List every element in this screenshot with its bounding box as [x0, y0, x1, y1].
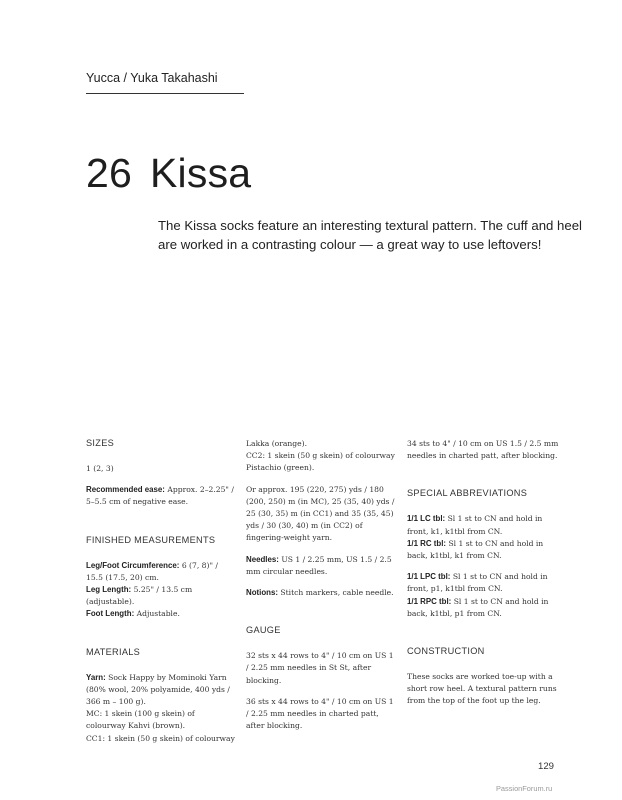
ease-text: Approx. 2–2.25" / 5–5.5 cm of negative ease. — [86, 485, 234, 507]
leg-length — [86, 584, 236, 608]
page-title — [86, 150, 251, 197]
designer-name: Yucca / Yuka Takahashi — [86, 71, 218, 85]
notions — [246, 587, 396, 599]
abbreviation-text: Sl 1 st to CN and hold in front, p1, k1tbl from CN. — [407, 572, 548, 594]
construction-heading: CONSTRUCTION — [407, 646, 485, 657]
intro-paragraph: The Kissa socks feature an interesting textural pattern. The cuff and heel are worked in a contrasting colour — a great way to use leftovers! — [158, 218, 582, 252]
pattern-number: 26 — [86, 150, 133, 196]
yarn-amounts: Or approx. 195 (220, 275) yds / 180 (200, 250) m (in MC), 25 (35, 40) yds / 25 (30, 35) m (in CC1) and 35 (35, 45) yds / 30 (30, 40) m (in CC2) of fingering-weight yarn. — [246, 484, 395, 543]
needles — [246, 554, 396, 578]
needles-label: Needles: — [246, 554, 279, 564]
pattern-name: Kissa — [150, 150, 252, 196]
circumference-text: 6 (7, 8)" / 15.5 (17.5, 20) cm. — [86, 560, 218, 582]
mc-yarn: MC: 1 skein (100 g skein) of colourway Kahvi (brown). — [86, 709, 195, 731]
column-right — [407, 438, 559, 708]
abbreviation-label: 1/1 LC tbl: — [407, 514, 446, 524]
notions-label: Notions: — [246, 588, 278, 598]
watermark: PassionForum.ru — [496, 784, 553, 793]
abbreviation-text: Sl 1 st to CN and hold in back, k1tbl, k1 from CN. — [407, 538, 544, 561]
abbreviation-text: Sl 1 st to CN and hold in front, k1, k1tbl from CN. — [407, 514, 543, 536]
header-divider — [86, 93, 244, 94]
gauge-heading: GAUGE — [246, 625, 281, 636]
needles-text: US 1 / 2.25 mm, US 1.5 / 2.5 mm circular needles. — [246, 554, 392, 576]
page-number: 129 — [538, 761, 555, 772]
circumference — [86, 560, 236, 584]
circumference-label: Leg/Foot Circumference: — [86, 560, 180, 570]
gauge-stockinette: 32 sts x 44 rows to 4" / 10 cm on US 1 / 2.25 mm needles in St St, after blocking. — [246, 651, 394, 685]
materials-heading: MATERIALS — [86, 646, 141, 657]
leg-length-label: Leg Length: — [86, 585, 132, 595]
cc2-yarn: CC2: 1 skein (50 g skein) of colourway Pistachio (green). — [246, 451, 395, 473]
cc1-yarn-continued: Lakka (orange). — [246, 439, 308, 448]
finished-measurements-heading: FINISHED MEASUREMENTS — [86, 534, 216, 545]
abbreviation-label: 1/1 RC tbl: — [407, 538, 447, 548]
notions-text: Stitch markers, cable needle. — [280, 588, 394, 598]
sizes-heading: SIZES — [86, 438, 115, 448]
construction-text: These socks are worked toe-up with a short row heel. A textural pattern runs from the top of the foot up the leg. — [407, 672, 557, 706]
sizes-value: 1 (2, 3) — [86, 464, 114, 473]
abbreviation-item — [407, 571, 559, 595]
foot-length-text: Adjustable. — [136, 609, 180, 619]
column-middle — [246, 438, 396, 732]
foot-length-label: Foot Length: — [86, 609, 135, 619]
abbreviation-label: 1/1 RPC tbl: — [407, 596, 452, 606]
ease-label: Recommended ease: — [86, 485, 165, 495]
leg-length-text: 5.25" / 13.5 cm (adjustable). — [86, 585, 193, 607]
gauge-charted-small: 36 sts x 44 rows to 4" / 10 cm on US 1 / 2.25 mm needles in charted patt, after blocking. — [246, 696, 394, 731]
abbreviation-item — [407, 596, 559, 620]
yarn-text: Sock Happy by Mominoki Yarn (80% wool, 20% polyamide, 400 yds / 366 m – 100 g). — [86, 672, 230, 707]
cc1-yarn: CC1: 1 skein (50 g skein) of colourway — [86, 733, 235, 743]
column-left — [86, 438, 236, 745]
abbreviations-heading: SPECIAL ABBREVIATIONS — [407, 488, 528, 499]
abbreviation-text: Sl 1 st to CN and hold in back, k1tbl, p1 from CN. — [407, 596, 549, 618]
recommended-ease — [86, 484, 236, 508]
yarn — [86, 672, 236, 709]
abbreviation-label: 1/1 LPC tbl: — [407, 572, 451, 582]
abbreviation-item — [407, 513, 559, 537]
abbreviation-item — [407, 538, 559, 562]
foot-length — [86, 608, 236, 620]
gauge-charted-large: 34 sts to 4" / 10 cm on US 1.5 / 2.5 mm needles in charted patt, after blocking. — [407, 439, 559, 461]
yarn-label: Yarn: — [86, 672, 106, 682]
